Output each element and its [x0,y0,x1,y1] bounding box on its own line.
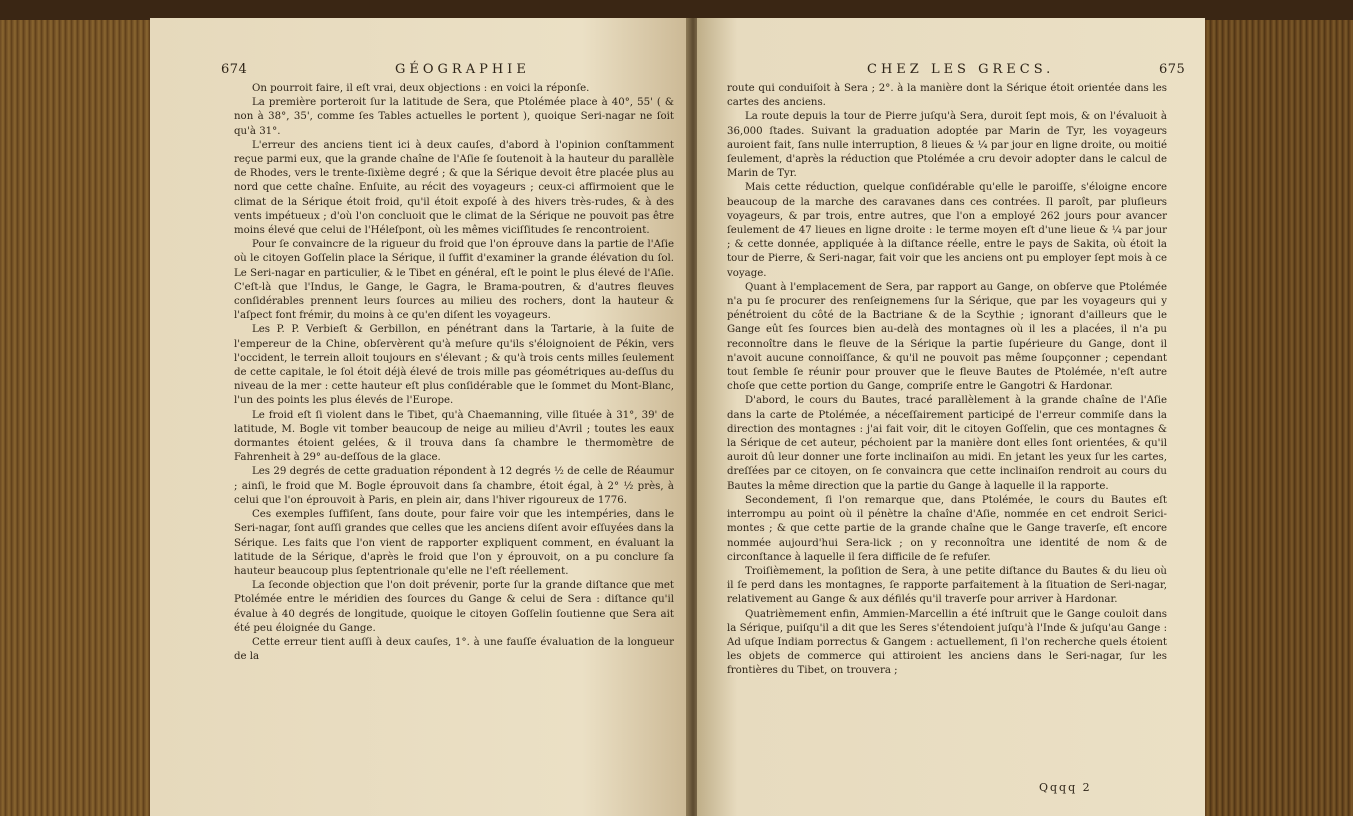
paragraph: Pour ſe convaincre de la rigueur du froid que l'on éprouve dans la partie de l'Aſie où le citoyen Goſſelin place la Sérique, il ſuffit d'examiner la grande élévation du ſol. Le Seri-nagar en particulier, & le Tibet en général, eſt le point le plus élevé de l'Aſie. C'eſt-là que l'Indus, le Gange, le Gagra, le Brama-poutren, & d'autres fleuves conſidérables prennent leurs ſources au milieu des rochers, dont la hauteur & l'aſpect font frémir, du moins à ce qu'en diſent les voyageurs. [234,239,674,322]
paragraph: Quatrièmement enfin, Ammien-Marcellin a été inſtruit que le Gange couloit dans la Sérique, puiſqu'il a dit que les Seres s'étendoient juſqu'à l'Inde & juſqu'au Gange : Ad uſque Indiam porrectus & Gangem : actuellement, ſi l'on recherche quels étoient les objets de commerce qui attiroient les anciens dans le Seri-nagar, ſur les frontières du Tibet, on trouvera ; [727,608,1167,677]
left-text-column [234,82,674,664]
paragraph: Quant à l'emplacement de Sera, par rapport au Gange, on obſerve que Ptolémée n'a pu ſe procurer des renſeignemens ſur la Sérique, que par les voyageurs qui y pénétroient du côté de la Bactriane & de la Scythie ; ignorant d'ailleurs que le Gange eût ſes ſources bien au-delà des montagnes où il les a placées, il n'a pu reconnoître dans le fleuve de la Sérique la partie ſupérieure du Gange, dont il n'avoit aucune connoiſſance, & qu'il ne pouvoit pas même ſoupçonner ; cependant tout ſemble ſe réunir pour prouver que le fleuve Bautes de Ptolémée, n'eſt autre choſe que cette portion du Gange, compriſe entre le Gangotri & Hardonar. [727,281,1167,393]
paragraph: La première porteroit ſur la latitude de Sera, que Ptolémée place à 40°, 55' ( & non à 38°, 35', comme ſes Tables actuelles le portent ), quoique Seri-nagar ne ſoit qu'à 31°. [234,97,674,137]
paragraph: On pourroit faire, il eſt vrai, deux objections : en voici la réponſe. [252,83,590,94]
left-page [150,18,690,816]
paragraph: Troiſièmement, la poſition de Sera, à une petite diſtance du Bautes & du lieu où il ſe perd dans les montagnes, ſe rapporte parfaitement à la ſituation de Seri-nagar, relativement au Gange & aux défilés qu'il traverſe pour arriver à Hardonar. [727,565,1167,606]
signature-mark: Qqqq 2 [1039,781,1092,794]
right-page-number: 675 [1159,62,1186,77]
paragraph: route qui conduiſoit à Sera ; 2°. à la manière dont la Sérique étoit orientée dans les cartes des anciens. [727,83,1167,109]
left-page-title: GÉOGRAPHIE [395,62,530,77]
left-page-edges [0,20,150,816]
paragraph: D'abord, le cours du Bautes, tracé parallèlement à la grande chaîne de l'Aſie dans la carte de Ptolémée, a néceſſairement participé de l'erreur commiſe dans la direction des montagnes : j'ai fait voir, dit le citoyen Goſſelin, que ces montagnes & la Sérique de cet auteur, péchoient par la manière dont elles ſont orientées, & qu'il auroit dû leur donner une forte inclinaiſon au midi. En jetant les yeux ſur les cartes, dreſſées par ce citoyen, on ſe convaincra que cette inclinaiſon rendroit au cours du Bautes la même direction que la partie du Gange à laquelle il la rapporte. [727,395,1167,492]
paragraph: L'erreur des anciens tient ici à deux cauſes, d'abord à l'opinion conſtamment reçue parmi eux, que la grande chaîne de l'Aſie ſe ſoutenoit à la hauteur du parallèle de Rhodes, vers le trente-ſixième degré ; & que la Sérique devoit être placée plus au nord que cette chaîne. Enſuite, au récit des voyageurs ; ceux-ci affirmoient que le climat de la Sérique étoit froid, qu'il étoit expoſé à des hivers très-rudes, & à des vents impétueux ; d'où l'on concluoit que le climat de la Sérique ne pouvoit pas être moins élevé que celui de l'Héleſpont, où les mêmes viciſſitudes ſe rencontroient. [234,139,674,237]
paragraph: Ces exemples ſuffiſent, ſans doute, pour faire voir que les intempéries, dans le Seri-nagar, ſont auſſi grandes que celles que les anciens diſent avoir eſſuyées dans la Sérique. Les faits que l'on vient de rapporter expliquent comment, en évaluant la latitude de la Sérique, d'après le froid que l'on y éprouvoit, on a pu conclure ſa hauteur beaucoup plus ſeptentrionale qu'elle ne l'eſt réellement. [234,509,674,577]
paragraph: La route depuis la tour de Pierre juſqu'à Sera, duroit ſept mois, & on l'évaluoit à 36,000 ſtades. Suivant la graduation adoptée par Marin de Tyr, les voyageurs auroient fait, ſans nulle interruption, 8 lieues & ¼ par jour en ligne droite, ou moitié ſeulement, d'après la réduction que Ptolémée a cru devoir adopter dans le calcul de Marin de Tyr. [727,111,1167,180]
right-page-title: CHEZ LES GRECS. [867,62,1055,77]
paragraph: Les 29 degrés de cette graduation répondent à 12 degrés ½ de celle de Réaumur ; ainſi, le froid que M. Bogle éprouvoit dans ſa chambre, étoit égal, à 2° ½ près, à celui que l'on éprouvoit à Paris, en plein air, dans l'hiver rigoureux de 1776. [234,466,674,506]
right-text-column [727,82,1167,679]
right-page [697,18,1205,816]
paragraph: Mais cette réduction, quelque conſidérable qu'elle le paroiſſe, s'éloigne encore beaucoup de la marche des caravanes dans ces contrées. Il paroît, par pluſieurs voyageurs, & par trois, entre autres, que l'on a employé 262 jours pour avancer ſeulement de 47 lieues en ligne droite : le terme moyen eſt d'une lieue & ¼ par jour ; & cette donnée, appliquée à la diſtance réelle, entre le pays de Sakita, où étoit la tour de Pierre, & Seri-nagar, fait voir que les anciens ont pu employer ſept mois à ce voyage. [727,182,1167,279]
left-page-number: 674 [221,62,248,77]
paragraph: Secondement, ſi l'on remarque que, dans Ptolémée, le cours du Bautes eſt interrompu au point où il pénètre la chaîne d'Aſie, nommée en cet endroit Serici-montes ; & que cette partie de la grande chaîne que le Gange traverſe, eſt encore nommée aujourd'hui Sera-lick ; on y reconnoîtra une identité de nom & de circonſtance à laquelle il ſera difficile de ſe refuſer. [727,494,1167,563]
right-page-edges [1205,20,1353,816]
paragraph: Cette erreur tient auſſi à deux cauſes, 1°. à une fauſſe évaluation de la longueur de la [234,636,674,663]
paragraph: Le froid eſt ſi violent dans le Tibet, qu'à Chaemanning, ville ſituée à 31°, 39' de latitude, M. Bogle vit tomber beaucoup de neige au milieu d'Avril ; toutes les eaux dormantes étoient gelées, & il trouva dans ſa chambre le thermomètre de Fahrenheit à 29° au-deſſous de la glace. [234,409,674,464]
paragraph: La ſeconde objection que l'on doit prévenir, porte ſur la grande diſtance que met Ptolémée entre le méridien des ſources du Gange & celui de Sera : diſtance qu'il évalue à 40 degrés de longitude, quoique le citoyen Goſſelin ſoutienne que Sera ait été peu éloignée du Gange. [234,580,674,634]
paragraph: Les P. P. Verbieſt & Gerbillon, en pénétrant dans la Tartarie, à la ſuite de l'empereur de la Chine, obſervèrent qu'à meſure qu'ils s'éloignoient de Pékin, vers l'occident, le terrein alloit toujours en s'élevant ; & qu'à trois cents milles ſeulement de cette capitale, le ſol étoit déjà élevé de trois mille pas géométriques au-deſſus du niveau de la mer : cette hauteur eſt plus conſidérable que le ſommet du Mont-Blanc, l'un des points les plus élevés de l'Europe. [234,324,674,407]
